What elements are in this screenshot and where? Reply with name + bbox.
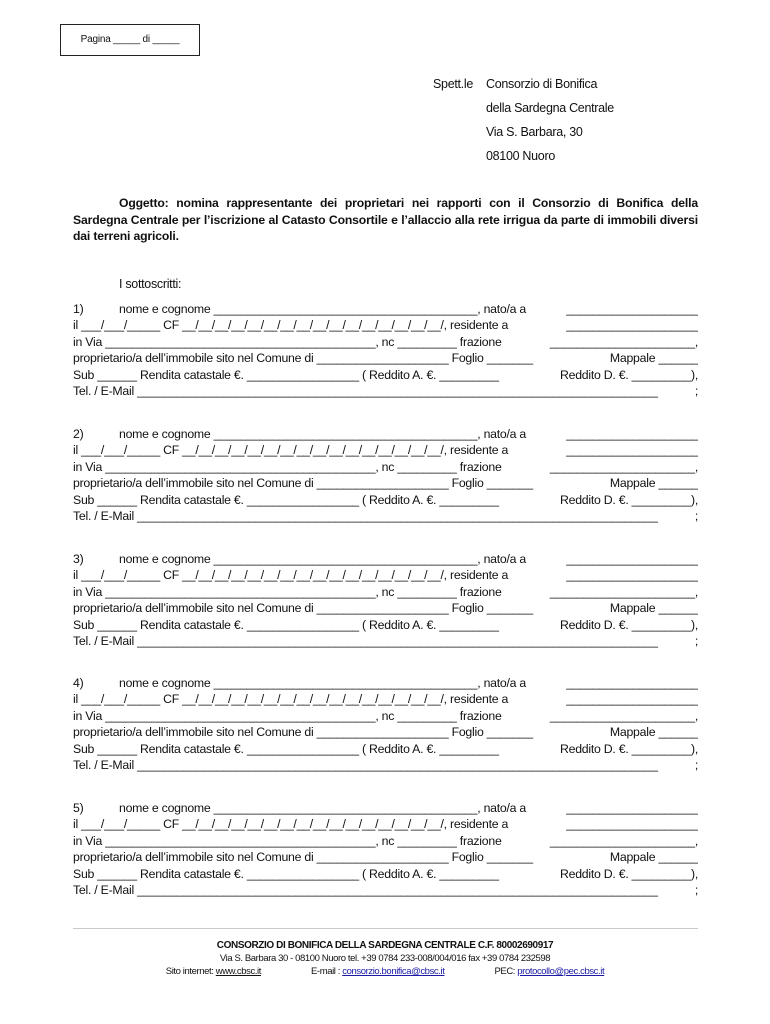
entry-row	[73, 600, 698, 616]
email-link[interactable]: consorzio.bonifica@cbsc.it	[342, 966, 445, 977]
entry-field-text: nome e cognome ________________________________________, nato/a a	[119, 801, 527, 815]
entry-field-text: Tel. / E-Mail _______________________________________________________________________________	[73, 633, 658, 648]
email-label: E-mail :	[311, 966, 340, 977]
footer	[0, 940, 770, 977]
entry-field-text: il ___/___/_____ CF __/__/__/__/__/__/__/__/__/__/__/__/__/__/__/__/, residente a	[73, 318, 509, 333]
site-link[interactable]: www.cbsc.it	[215, 966, 261, 977]
entry-field-tail: Reddito D. €. _________),	[560, 367, 698, 382]
entry-field-text: proprietario/a dell’immobile sito nel Comune di ____________________ Foglio _______	[73, 850, 533, 865]
entry-row	[73, 617, 698, 633]
entry-field-tail: Reddito D. €. _________),	[560, 866, 698, 881]
entry-field-text: proprietario/a dell’immobile sito nel Comune di ____________________ Foglio _______	[73, 476, 533, 491]
pec-link[interactable]: protocollo@pec.cbsc.it	[517, 966, 605, 977]
entry-field-tail: ____________________	[566, 443, 698, 458]
entry-field-text: il ___/___/_____ CF __/__/__/__/__/__/__/__/__/__/__/__/__/__/__/__/, residente a	[73, 568, 509, 583]
entry-number: 4)	[73, 676, 84, 690]
entry-field-text: in Via _________________________________________, nc _________ frazione	[73, 459, 502, 474]
entry-number: 3)	[73, 552, 84, 566]
entry-field-tail: Reddito D. €. _________),	[560, 492, 698, 507]
owner-entry	[73, 800, 698, 898]
entry-field-tail: Mappale ______	[609, 476, 698, 491]
entry-row	[73, 442, 698, 458]
footer-divider	[73, 928, 698, 929]
entry-field-tail: Mappale ______	[609, 850, 698, 865]
entry-field-text: Tel. / E-Mail _______________________________________________________________________________	[73, 757, 658, 772]
entry-field-tail: ______________________,	[549, 334, 698, 349]
entry-row	[73, 551, 698, 567]
entry-field-tail: ____________________	[566, 676, 698, 690]
entry-field-tail: Reddito D. €. _________),	[560, 741, 698, 756]
entry-field-text: Tel. / E-Mail _______________________________________________________________________________	[73, 882, 658, 897]
footer-site	[166, 966, 261, 977]
entry-row	[73, 800, 698, 816]
entry-field-tail: ;	[694, 508, 698, 523]
entry-row	[73, 317, 698, 333]
entry-field-text: nome e cognome ________________________________________, nato/a a	[119, 552, 527, 566]
entry-field-text: il ___/___/_____ CF __/__/__/__/__/__/__/__/__/__/__/__/__/__/__/__/, residente a	[73, 443, 509, 458]
entry-field-tail: ____________________	[566, 318, 698, 333]
entry-field-text: proprietario/a dell’immobile sito nel Comune di ____________________ Foglio _______	[73, 725, 533, 740]
entry-row	[73, 459, 698, 475]
entry-row	[73, 708, 698, 724]
entry-field-text: Tel. / E-Mail _______________________________________________________________________________	[73, 383, 658, 398]
entry-row	[73, 675, 698, 691]
entry-row	[73, 508, 698, 524]
entry-row	[73, 350, 698, 366]
entry-row	[73, 567, 698, 583]
entry-row	[73, 816, 698, 832]
recipient-line: della Sardegna Centrale	[486, 101, 614, 115]
entry-field-text: nome e cognome ________________________________________, nato/a a	[119, 427, 527, 441]
footer-address: Via S. Barbara 30 - 08100 Nuoro tel. +39 0784 233-008/004/016 fax +39 0784 232598	[219, 953, 551, 964]
entry-field-tail: ____________________	[566, 302, 698, 316]
entry-row	[73, 492, 698, 508]
entry-field-text: il ___/___/_____ CF __/__/__/__/__/__/__/__/__/__/__/__/__/__/__/__/, residente a	[73, 817, 509, 832]
entry-field-text: Sub ______ Rendita catastale €. _________________ ( Reddito A. €. _________	[73, 741, 499, 756]
entry-field-text: proprietario/a dell’immobile sito nel Comune di ____________________ Foglio _______	[73, 601, 533, 616]
recipient-line: 08100 Nuoro	[486, 149, 555, 163]
footer-email	[311, 966, 444, 977]
entry-field-text: proprietario/a dell’immobile sito nel Comune di ____________________ Foglio _______	[73, 351, 533, 366]
entry-field-text: Tel. / E-Mail _______________________________________________________________________________	[73, 508, 658, 523]
entry-row	[73, 866, 698, 882]
site-label: Sito internet:	[165, 966, 214, 977]
pec-label: PEC:	[494, 966, 516, 977]
entry-field-tail: ;	[694, 757, 698, 772]
footer-pec	[494, 966, 604, 977]
owner-entry	[73, 301, 698, 399]
entry-field-text: Sub ______ Rendita catastale €. _________________ ( Reddito A. €. _________	[73, 866, 499, 881]
entry-row	[73, 757, 698, 773]
entry-row	[73, 383, 698, 399]
entry-field-text: in Via _________________________________________, nc _________ frazione	[73, 584, 502, 599]
entry-row	[73, 724, 698, 740]
entry-row	[73, 691, 698, 707]
entry-field-text: il ___/___/_____ CF __/__/__/__/__/__/__/__/__/__/__/__/__/__/__/__/, residente a	[73, 692, 509, 707]
entry-field-tail: ;	[694, 882, 698, 897]
recipient-prefix: Spett.le	[433, 77, 473, 91]
entry-field-text: Sub ______ Rendita catastale €. _________________ ( Reddito A. €. _________	[73, 617, 499, 632]
entry-field-tail: Mappale ______	[609, 351, 698, 366]
entry-row	[73, 475, 698, 491]
entry-row	[73, 849, 698, 865]
entry-row	[73, 833, 698, 849]
entry-field-text: Sub ______ Rendita catastale €. _________________ ( Reddito A. €. _________	[73, 367, 499, 382]
entry-row	[73, 367, 698, 383]
entry-field-tail: ______________________,	[549, 833, 698, 848]
entry-field-tail: ______________________,	[549, 584, 698, 599]
entry-row	[73, 882, 698, 898]
owner-entry	[73, 426, 698, 524]
page-number-text: Pagina _____ di _____	[80, 34, 180, 45]
entry-field-text: in Via _________________________________________, nc _________ frazione	[73, 833, 502, 848]
entry-field-tail: ____________________	[566, 427, 698, 441]
entry-row	[73, 633, 698, 649]
entry-field-tail: ______________________,	[549, 459, 698, 474]
entry-field-tail: ____________________	[566, 692, 698, 707]
entry-field-tail: Mappale ______	[609, 601, 698, 616]
entry-field-tail: ____________________	[566, 801, 698, 815]
entry-number: 1)	[73, 302, 84, 316]
entry-field-text: in Via _________________________________________, nc _________ frazione	[73, 334, 502, 349]
entry-field-tail: ____________________	[566, 568, 698, 583]
owner-entry	[73, 551, 698, 649]
entry-field-text: nome e cognome ________________________________________, nato/a a	[119, 302, 527, 316]
entry-field-tail: ;	[694, 383, 698, 398]
entry-row	[73, 301, 698, 317]
entry-field-tail: Mappale ______	[609, 725, 698, 740]
footer-contacts	[0, 966, 770, 977]
entry-field-tail: ____________________	[566, 552, 698, 566]
entry-number: 5)	[73, 801, 84, 815]
recipient-line: Via S. Barbara, 30	[486, 125, 583, 139]
entry-field-tail: ;	[694, 633, 698, 648]
entry-row	[73, 426, 698, 442]
owner-entry	[73, 675, 698, 773]
entry-field-tail: Reddito D. €. _________),	[560, 617, 698, 632]
entry-row	[73, 584, 698, 600]
entry-number: 2)	[73, 427, 84, 441]
recipient-line: Consorzio di Bonifica	[486, 77, 598, 91]
intro-text: I sottoscritti:	[119, 277, 182, 291]
entry-field-text: nome e cognome ________________________________________, nato/a a	[119, 676, 527, 690]
entry-field-tail: ____________________	[566, 817, 698, 832]
subject-paragraph: Oggetto: nomina rappresentante dei proprietari nei rapporti con il Consorzio di Bonifica della Sardegna Centrale per l’iscrizione al Catasto Consortile e l’allaccio alla rete irrigua da parte di immobili diversi dai terreni agricoli.	[73, 196, 698, 243]
entry-row	[73, 741, 698, 757]
entry-field-tail: ______________________,	[549, 708, 698, 723]
entry-row	[73, 334, 698, 350]
entry-field-text: Sub ______ Rendita catastale €. _________________ ( Reddito A. €. _________	[73, 492, 499, 507]
footer-org: CONSORZIO DI BONIFICA DELLA SARDEGNA CENTRALE C.F. 80002690917	[216, 940, 554, 951]
entry-field-text: in Via _________________________________________, nc _________ frazione	[73, 708, 502, 723]
page-number-box	[60, 24, 200, 56]
